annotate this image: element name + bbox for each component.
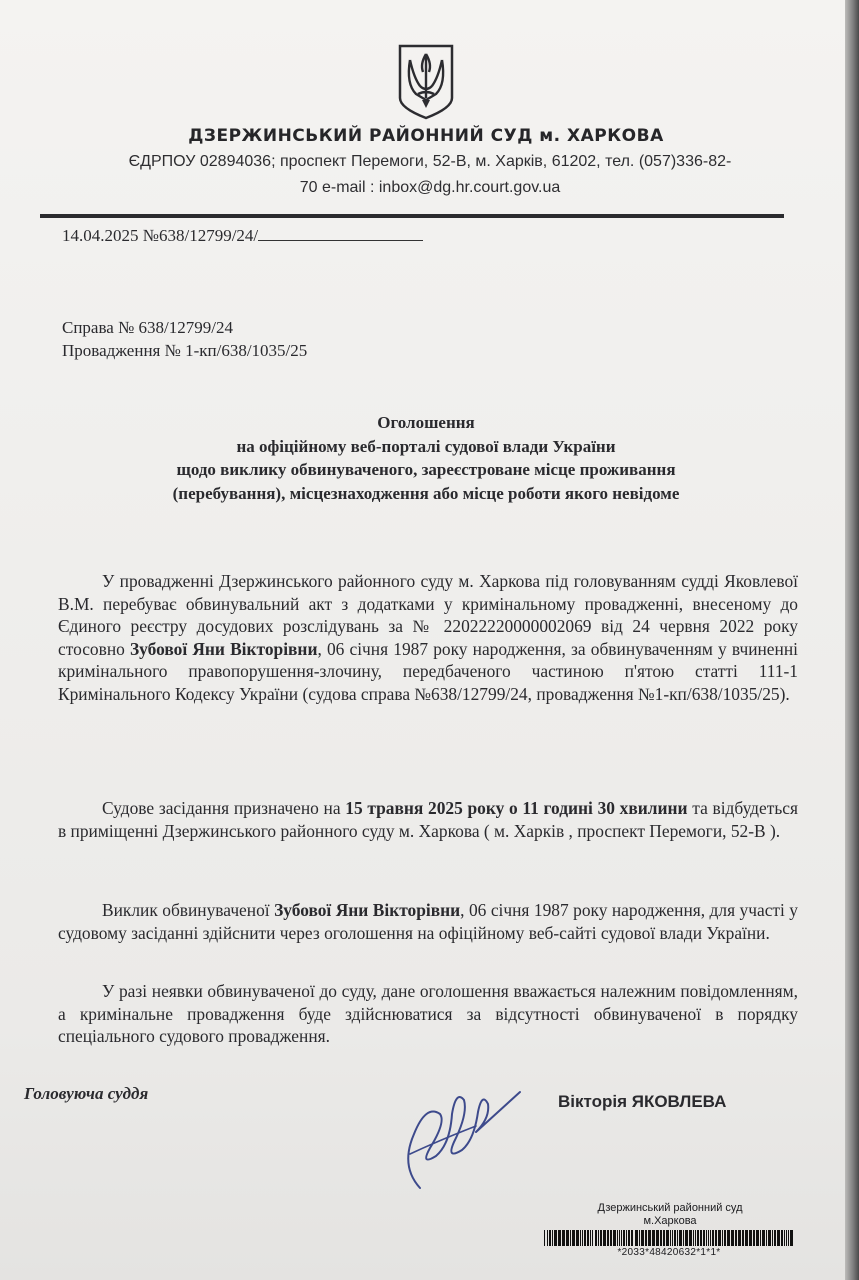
heading-line-3: щодо виклику обвинуваченого, зареєстроване місце проживання: [176, 460, 676, 479]
court-name: ДЗЕРЖИНСЬКИЙ РАЙОННИЙ СУД м. ХАРКОВА: [188, 126, 664, 146]
barcode-bar: [772, 1230, 773, 1246]
barcode-bar: [584, 1230, 586, 1246]
barcode-bar: [613, 1230, 616, 1246]
barcode-bar: [777, 1230, 780, 1246]
barcode-bar: [670, 1230, 671, 1246]
barcode-bar: [641, 1230, 644, 1246]
barcode-bar: [710, 1230, 711, 1246]
paragraph-proceedings: [58, 570, 798, 705]
barcode-bar: [712, 1230, 714, 1246]
barcode-bar: [547, 1230, 548, 1246]
barcode-bar: [674, 1230, 676, 1246]
barcode-bar: [715, 1230, 717, 1246]
barcode-bar: [587, 1230, 589, 1246]
outgoing-number: [62, 226, 423, 246]
paragraph-summons: [58, 899, 798, 944]
barcode-bar: [749, 1230, 752, 1246]
barcode-bar: [788, 1230, 789, 1246]
barcode-bar: [552, 1230, 553, 1246]
announcement-heading: [0, 411, 852, 505]
barcode-bar: [706, 1230, 707, 1246]
barcode-bar: [689, 1230, 692, 1246]
barcode-bar: [603, 1230, 606, 1246]
barcode-bar: [554, 1230, 557, 1246]
barcode-bar: [768, 1230, 771, 1246]
barcode-bar: [781, 1230, 783, 1246]
heading-line-4: (перебування), місцезнаходження або місце роботи якого невідоме: [172, 483, 680, 503]
barcode-bar: [731, 1230, 734, 1246]
barcode-bar: [572, 1230, 575, 1246]
paragraph-absence-notice: [58, 980, 798, 1048]
barcode-bar: [607, 1230, 609, 1246]
barcode-bar: [672, 1230, 673, 1246]
barcode-bar: [635, 1230, 638, 1246]
barcode-bar: [753, 1230, 755, 1246]
barcode-bar: [745, 1230, 748, 1246]
barcode-bar: [617, 1230, 618, 1246]
court-stamp: [540, 1202, 800, 1228]
barcode-bar: [590, 1230, 591, 1246]
barcode-bar: [592, 1230, 593, 1246]
barcode-bar: [663, 1230, 665, 1246]
p2-text-b: та відбудеться в приміщенні Дзержинського районного суду м. Харкова ( м. Харків , проспект Перемоги, 52-В ).: [58, 798, 798, 841]
barcode-bar: [600, 1230, 602, 1246]
barcode-bar: [619, 1230, 620, 1246]
barcode-bar: [576, 1230, 579, 1246]
barcode-bar: [656, 1230, 659, 1246]
page-edge-shadow: [845, 0, 859, 1280]
barcode-bar: [756, 1230, 759, 1246]
heading-line-1: Оголошення: [377, 413, 475, 432]
barcode-bar: [621, 1230, 622, 1246]
stamp-line-1: Дзержинський районний суд: [597, 1202, 743, 1214]
outgoing-number-text: 14.04.2025 №638/12799/24/: [62, 226, 259, 245]
barcode-bar: [735, 1230, 737, 1246]
court-contact-info: [60, 149, 800, 201]
barcode-bar: [582, 1230, 583, 1246]
barcode-bar: [708, 1230, 709, 1246]
p1-text-a: У провадженні Дзержинського районного суду м. Харкова під головуванням судді Яковлевої В.М. перебуває обвинувальний акт з додатками у кримінальному провадженні, внесеному до Єдиного реєстру досудових розслідувань за № 22022220000002069 від 24 червня 2022 року стосовно: [58, 571, 798, 659]
barcode-bar: [631, 1230, 633, 1246]
barcode-bar: [648, 1230, 651, 1246]
barcode-bar: [580, 1230, 581, 1246]
barcode-bar: [738, 1230, 741, 1246]
p1-text-b: , 06 січня 1987 року народження, за обвинуваченням у вчиненні кримінального правопорушення-злочину, передбаченого частиною п'ятою статті 111-1 Кримінального Кодексу України (судова справа №638/12799/24, провадження №1-кп/638/1035/25).: [58, 638, 798, 704]
p2-text-a: Судове засідання призначено на: [102, 798, 346, 818]
barcode-bar: [774, 1230, 776, 1246]
barcode-bar: [786, 1230, 787, 1246]
barcode-bar: [652, 1230, 655, 1246]
p1-defendant-name: Зубової Яни Вікторівни: [130, 638, 318, 659]
barcode-bar: [679, 1230, 682, 1246]
barcode-number: *2033*48420632*1*1*: [617, 1247, 721, 1258]
barcode-bar: [693, 1230, 694, 1246]
barcode-bar: [628, 1230, 630, 1246]
outgoing-number-blank: [258, 226, 423, 241]
barcode-bar: [766, 1230, 767, 1246]
barcode-bar: [558, 1230, 561, 1246]
case-number: Справа № 638/12799/24: [62, 318, 233, 337]
barcode-bar: [610, 1230, 612, 1246]
barcode-bar: [595, 1230, 597, 1246]
barcode-bar: [697, 1230, 699, 1246]
p3-text-a: Виклик обвинуваченої: [102, 900, 275, 920]
court-details-line-1: ЄДРПОУ 02894036; проспект Перемоги, 52-В, м. Харків, 61202, тел. (057)336-82-: [128, 153, 732, 170]
barcode-bar: [677, 1230, 678, 1246]
barcode-bar: [566, 1230, 569, 1246]
barcode-bar: [784, 1230, 785, 1246]
p2-hearing-datetime: 15 травня 2025 року о 11 годині 30 хвилини: [345, 798, 688, 818]
p4-text: У разі неявки обвинуваченої до суду, дане оголошення вважається належним повідомленням, а кримінальне провадження буде здійснюватися за відсутності обвинуваченої в порядку спеціального судового провадження.: [58, 981, 798, 1046]
heading-line-2: на офіційному веб-порталі судової влади України: [236, 436, 616, 456]
barcode-bar: [727, 1230, 730, 1246]
header-divider: [40, 214, 784, 218]
signatory-name: Вікторія ЯКОВЛЕВА: [558, 1092, 727, 1111]
signatory-title: Головуюча суддя: [24, 1084, 149, 1103]
barcode-bar: [660, 1230, 662, 1246]
barcode-bar: [626, 1230, 627, 1246]
barcode-bar: [695, 1230, 696, 1246]
barcode-bar: [639, 1230, 640, 1246]
case-references: [62, 316, 307, 362]
barcode-bar: [645, 1230, 647, 1246]
court-details-line-2: 70 e-mail : inbox@dg.hr.court.gov.ua: [299, 179, 561, 196]
barcode-bar: [623, 1230, 625, 1246]
barcode-bar: [790, 1230, 793, 1246]
barcode-bar: [666, 1230, 669, 1246]
barcode-bar: [760, 1230, 761, 1246]
barcode-bar: [700, 1230, 702, 1246]
trident-emblem-icon: [396, 42, 456, 122]
barcode-bar: [718, 1230, 721, 1246]
proceeding-number: Провадження № 1-кп/638/1035/25: [62, 341, 308, 360]
document-barcode: [544, 1230, 794, 1246]
barcode-bar: [570, 1230, 571, 1246]
barcode-bar: [703, 1230, 705, 1246]
barcode-bar: [724, 1230, 726, 1246]
barcode-bar: [598, 1230, 599, 1246]
barcode-bar: [549, 1230, 551, 1246]
barcode-bar: [685, 1230, 688, 1246]
barcode-bar: [544, 1230, 545, 1246]
barcode-bar: [562, 1230, 565, 1246]
paragraph-hearing-date: [58, 797, 798, 842]
barcode-bar: [762, 1230, 765, 1246]
stamp-line-2: м.Харкова: [643, 1215, 697, 1227]
barcode-bar: [683, 1230, 684, 1246]
barcode-bar: [742, 1230, 744, 1246]
p3-text-b: , 06 січня 1987 року народження, для участі у судовому засіданні здійснити через оголошення на офіційному веб-сайті судової влади України.: [58, 900, 798, 943]
barcode-bar: [722, 1230, 723, 1246]
handwritten-signature: [380, 1070, 530, 1200]
p3-defendant-name: Зубової Яни Вікторівни: [274, 900, 461, 920]
